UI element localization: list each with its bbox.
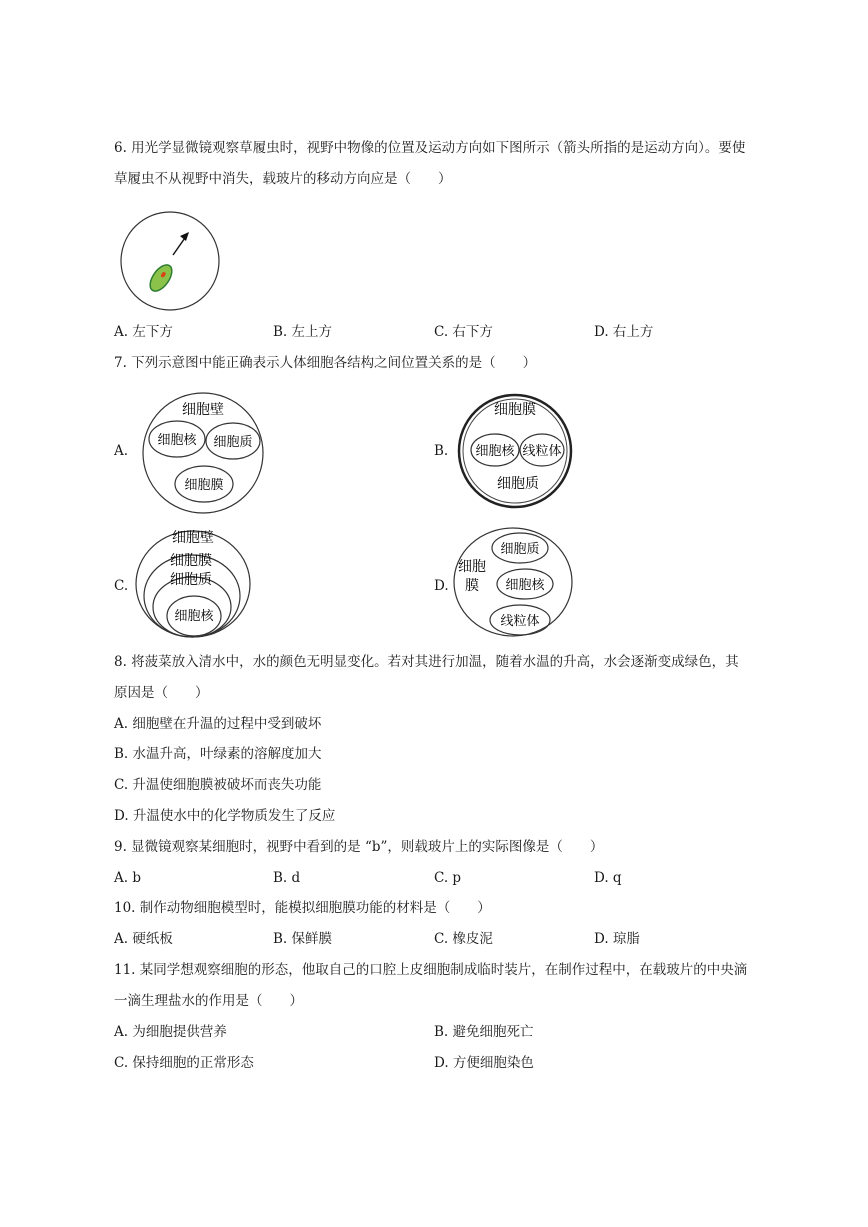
q7-label-a[interactable]: A. xyxy=(114,443,129,459)
diagram-b-membrane-label: 细胞膜 xyxy=(494,402,536,418)
q11-stem-line1: 11. 某同学想观察细胞的形态，他取自己的口腔上皮细胞制成临时装片，在制作过程中，在载玻片的中央滴 xyxy=(114,962,748,978)
q6-option-d[interactable]: D. 右上方 xyxy=(594,324,654,340)
diagram-d-cytoplasm-label: 细胞质 xyxy=(500,542,540,557)
paramecium xyxy=(146,261,176,295)
q11-stem-line2: 一滴生理盐水的作用是（ ） xyxy=(114,993,303,1009)
q9-option-d[interactable]: D. q xyxy=(594,870,622,886)
q11-option-d[interactable]: D. 方便细胞染色 xyxy=(434,1055,534,1071)
diagram-a-cytoplasm-label: 细胞质 xyxy=(213,435,253,450)
diagram-b-mito-label: 线粒体 xyxy=(522,444,562,459)
q7-label-d[interactable]: D. xyxy=(434,578,449,594)
q6-stem-line1: 6. 用光学显微镜观察草履虫时，视野中物像的位置及运动方向如下图所示（箭头所指的是运动方向）。要使 xyxy=(114,140,746,156)
arrow-head-icon xyxy=(180,232,189,241)
diagram-d-nucleus-label: 细胞核 xyxy=(505,578,545,593)
q8-option-a[interactable]: A. 细胞壁在升温的过程中受到破坏 xyxy=(114,716,322,732)
q8-option-d[interactable]: D. 升温使水中的化学物质发生了反应 xyxy=(114,808,336,824)
q11-option-b[interactable]: B. 避免细胞死亡 xyxy=(434,1024,534,1040)
q8-option-c[interactable]: C. 升温使细胞膜被破坏而丧失功能 xyxy=(114,777,322,793)
q7-label-c[interactable]: C. xyxy=(114,578,129,594)
q10-option-b[interactable]: B. 保鲜膜 xyxy=(273,931,333,947)
diagram-a-membrane-label: 细胞膜 xyxy=(184,478,224,493)
q10-option-c[interactable]: C. 橡皮泥 xyxy=(434,931,493,947)
diagram-d-mito-label: 线粒体 xyxy=(500,614,540,629)
diagram-c-membrane-label: 细胞膜 xyxy=(170,553,212,569)
diagram-c-wall-label: 细胞壁 xyxy=(172,530,214,546)
diagram-c-cytoplasm-label: 细胞质 xyxy=(170,572,212,588)
diagram-b[interactable] xyxy=(456,392,574,510)
q8-option-b[interactable]: B. 水温升高，叶绿素的溶解度加大 xyxy=(114,746,322,762)
q8-stem-line1: 8. 将菠菜放入清水中，水的颜色无明显变化。若对其进行加温，随着水温的升高，水会逐渐变成绿色，其 xyxy=(114,654,739,670)
diagram-a[interactable] xyxy=(140,392,268,514)
diagram-c-nucleus-label: 细胞核 xyxy=(174,609,214,624)
q10-option-a[interactable]: A. 硬纸板 xyxy=(114,931,173,947)
diagram-a-wall-label: 细胞壁 xyxy=(182,402,224,418)
diagram-a-nucleus-label: 细胞核 xyxy=(157,433,197,448)
diagram-b-cytoplasm-label: 细胞质 xyxy=(497,476,539,492)
q9-option-c[interactable]: C. p xyxy=(434,870,462,886)
q7-stem: 7. 下列示意图中能正确表示人体细胞各结构之间位置关系的是（ ） xyxy=(114,355,537,371)
field-of-view-circle xyxy=(121,212,219,310)
q11-option-c[interactable]: C. 保持细胞的正常形态 xyxy=(114,1055,254,1071)
diagram-d-membrane-label-1: 细胞 xyxy=(458,559,486,575)
q6-stem-line2: 草履虫不从视野中消失，载玻片的移动方向应是（ ） xyxy=(114,171,452,187)
diagram-d[interactable] xyxy=(452,526,576,644)
q10-stem: 10. 制作动物细胞模型时，能模拟细胞膜功能的材料是（ ） xyxy=(114,900,491,916)
q6-option-c[interactable]: C. 右下方 xyxy=(434,324,493,340)
diagram-d-membrane-label-2: 膜 xyxy=(465,578,479,594)
diagram-c[interactable] xyxy=(133,522,253,640)
microscope-field-figure xyxy=(116,208,224,314)
q8-stem-line2: 原因是（ ） xyxy=(114,685,209,701)
q9-stem: 9. 显微镜观察某细胞时，视野中看到的是 “b”，则载玻片上的实际图像是（ ） xyxy=(114,839,604,855)
q9-option-b[interactable]: B. d xyxy=(273,870,301,886)
diagram-b-nucleus-label: 细胞核 xyxy=(475,444,515,459)
q6-option-a[interactable]: A. 左下方 xyxy=(114,324,173,340)
q7-label-b[interactable]: B. xyxy=(434,443,449,459)
q10-option-d[interactable]: D. 琼脂 xyxy=(594,931,640,947)
q9-option-a[interactable]: A. b xyxy=(114,870,141,886)
q11-option-a[interactable]: A. 为细胞提供营养 xyxy=(114,1024,227,1040)
q6-option-b[interactable]: B. 左上方 xyxy=(273,324,333,340)
